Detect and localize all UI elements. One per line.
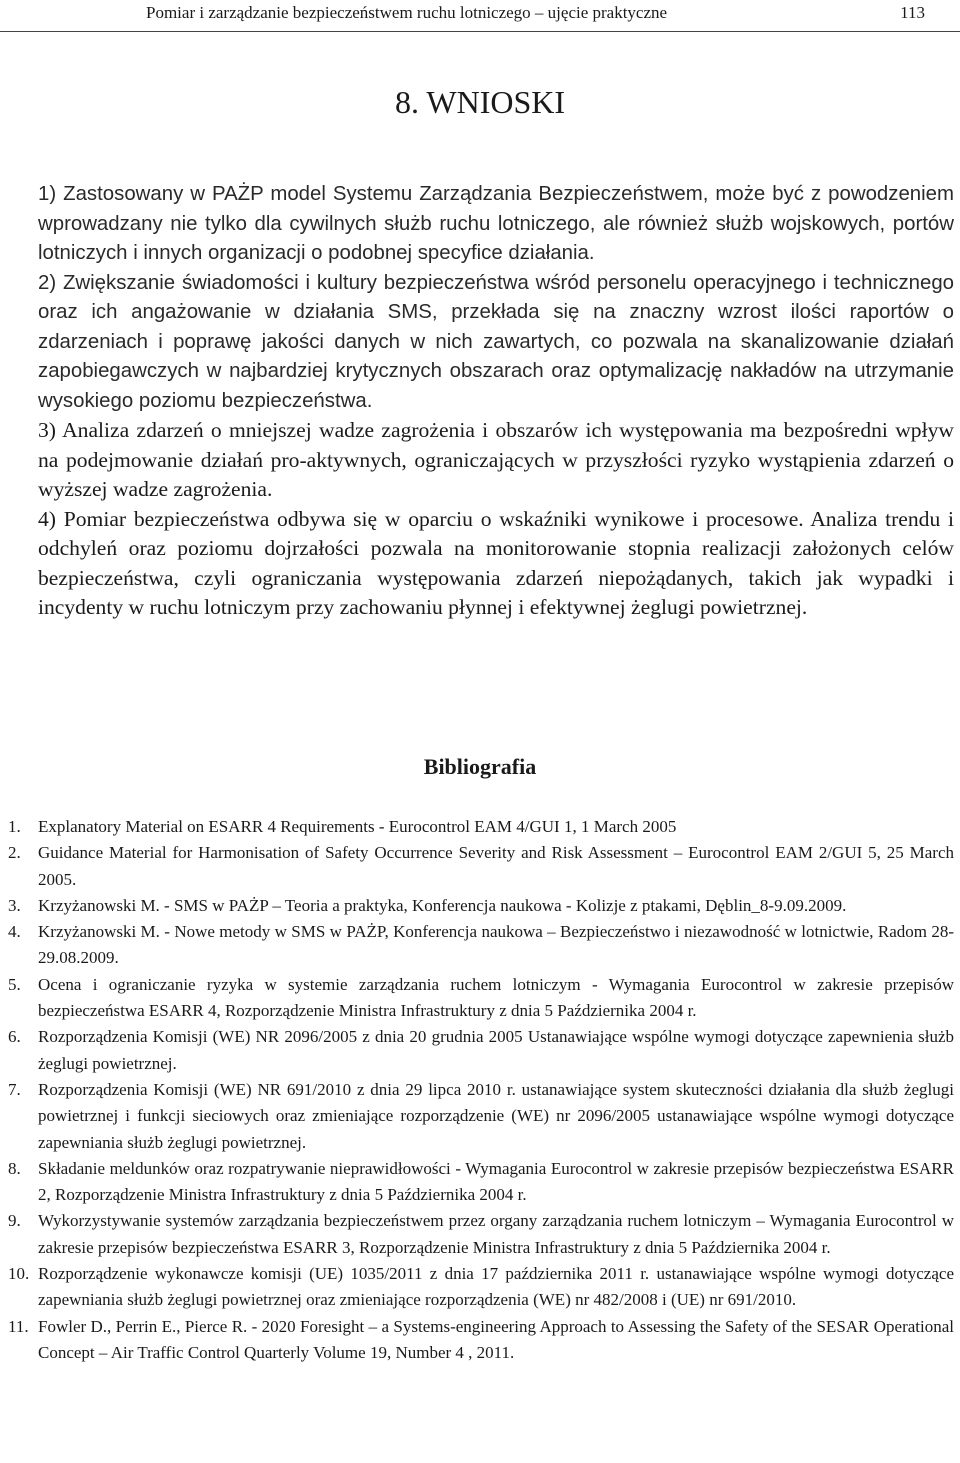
bibliography-item-number: 9. bbox=[8, 1211, 21, 1231]
bibliography-item-number: 8. bbox=[8, 1158, 21, 1178]
bibliography-item bbox=[0, 1156, 960, 1209]
conclusion-item-1: 1) Zastosowany w PAŻP model Systemu Zarządzania Bezpieczeństwem, może być z powodzeniem wprowadzany nie tylko dla cywilnych służb ruchu lotniczego, ale również służb wojskowych, portów lotniczych i innych organizacji o podobnej specyfice działania. bbox=[38, 183, 954, 264]
running-header bbox=[0, 0, 960, 30]
bibliography-item-number: 7. bbox=[8, 1079, 21, 1099]
page-number: 113 bbox=[900, 3, 925, 22]
bibliography-item-number: 1. bbox=[8, 817, 21, 836]
bibliography-item-text: Rozporządzenia Komisji (WE) NR 2096/2005 z dnia 20 grudnia 2005 Ustanawiające wspólne wymogi dotyczące zapewnienia służb żeglugi powietrznej. bbox=[38, 1027, 954, 1073]
bibliography-item-number: 11. bbox=[8, 1316, 29, 1336]
conclusion-item-2: 2) Zwiększanie świadomości i kultury bezpieczeństwa wśród personelu operacyjnego i technicznego oraz ich angażowanie w działania SMS, przekłada się na znaczny wzrost ilości raportów o zdarzeniach i poprawę jakości danych w nich zawartych, co pozwala na skanalizowanie działań zapobiegawczych w najbardziej krytycznych obszarach oraz optymalizację nakładów na utrzymanie wysokiego poziomu bezpieczeństwa. bbox=[38, 271, 954, 412]
bibliography-item-text: Składanie meldunków oraz rozpatrywanie nieprawidłowości - Wymagania Eurocontrol w zakresie przepisów bezpieczeństwa ESARR 2, Rozporządzenie Ministra Infrastruktury z dnia 5 Października 2004 r. bbox=[38, 1158, 954, 1205]
conclusions-list bbox=[38, 180, 954, 623]
bibliography-item-number: 5. bbox=[8, 974, 21, 994]
bibliography-item-text: Krzyżanowski M. - SMS w PAŻP – Teoria a praktyka, Konferencja naukowa - Kolizje z ptakami, Dęblin_8-9.09.2009. bbox=[38, 895, 847, 915]
bibliography-item-text: Fowler D., Perrin E., Pierce R. - 2020 Foresight – a Systems-engineering Approach to Assessing the Safety of the SESAR Operational Concept – Air Traffic Control Quarterly Volume 19, Number 4 , 2011. bbox=[38, 1316, 954, 1362]
bibliography-item-text: Rozporządzenia Komisji (WE) NR 691/2010 z dnia 29 lipca 2010 r. ustanawiające system skuteczności działania dla służb żeglugi powietrznej i funkcji sieciowych oraz zmieniające rozporządzenie (WE) nr 2096/2005 ustanawiające wspólne wymogi dotyczące zapewniania służb żeglugi powietrznej. bbox=[38, 1079, 954, 1152]
bibliography-item-number: 3. bbox=[8, 895, 21, 915]
bibliography-item bbox=[0, 972, 960, 1025]
bibliography-item-text: Krzyżanowski M. - Nowe metody w SMS w PAŻP, Konferencja naukowa – Bezpieczeństwo i niezawodność w lotnictwie, Radom 28-29.08.2009. bbox=[38, 922, 954, 968]
bibliography-item-number: 6. bbox=[8, 1027, 21, 1047]
bibliography-item-text: Rozporządzenie wykonawcze komisji (UE) 1035/2011 z dnia 17 października 2011 r. ustanawiające wspólne wymogi dotyczące zapewniania służb żeglugi powietrznej oraz zmieniające rozporządzenia (WE) nr 482/2008 i (UE) nr 691/2010. bbox=[38, 1264, 954, 1310]
running-title: Pomiar i zarządzanie bezpieczeństwem ruchu lotniczego – ujęcie praktyczne bbox=[146, 3, 668, 22]
bibliography-item bbox=[0, 1024, 960, 1077]
bibliography-item-text: Wykorzystywanie systemów zarządzania bezpieczeństwem przez organy zarządzania ruchem lotniczym – Wymagania Eurocontrol w zakresie przepisów bezpieczeństwa ESARR 3, Rozporządzenie Ministra Infrastruktury z dnia 5 Października 2004 r. bbox=[38, 1211, 954, 1257]
bibliography-item bbox=[0, 893, 960, 919]
bibliography-item bbox=[0, 1314, 960, 1367]
bibliography-item-text: Guidance Material for Harmonisation of Safety Occurrence Severity and Risk Assessment – Eurocontrol EAM 2/GUI 5, 25 March 2005. bbox=[38, 843, 954, 889]
conclusion-item-3: 3) Analiza zdarzeń o mniejszej wadze zagrożenia i obszarów ich występowania ma bezpośredni wpływ na podejmowanie działań pro-aktywnych, ograniczających w przyszłości ryzyko wystąpienia zdarzeń o wyższej wadze zagrożenia. bbox=[38, 418, 954, 501]
bibliography-list bbox=[0, 814, 960, 1366]
header-rule bbox=[0, 31, 960, 32]
bibliography-item bbox=[0, 919, 960, 972]
bibliography-item bbox=[0, 1077, 960, 1156]
bibliography-item bbox=[0, 1208, 960, 1261]
bibliography-item bbox=[0, 1261, 960, 1314]
conclusion-item-4: 4) Pomiar bezpieczeństwa odbywa się w oparciu o wskaźniki wynikowe i procesowe. Analiza trendu i odchyleń oraz poziomu dojrzałości pozwala na monitorowanie stopnia realizacji założonych celów bezpieczeństwa, czyli ograniczania występowania zdarzeń niepożądanych, takich jak wypadki i incydenty w ruchu lotniczym przy zachowaniu płynnej i efektywnej żeglugi powietrznej. bbox=[38, 506, 954, 619]
bibliography-item-number: 2. bbox=[8, 843, 21, 863]
bibliography-item-number: 10. bbox=[8, 1264, 30, 1284]
section-heading: 8. WNIOSKI bbox=[394, 84, 566, 120]
bibliography-item bbox=[0, 814, 960, 840]
bibliography-item bbox=[0, 840, 960, 893]
bibliography-item-number: 4. bbox=[8, 922, 21, 942]
bibliography-item-text: Ocena i ograniczanie ryzyka w systemie zarządzania ruchem lotniczym - Wymagania Eurocontrol w zakresie przepisów bezpieczeństwa ESARR 4, Rozporządzenie Ministra Infrastruktury z dnia 5 Października 2004 r. bbox=[38, 974, 954, 1021]
bibliography-item-text: Explanatory Material on ESARR 4 Requirements - Eurocontrol EAM 4/GUI 1, 1 March 2005 bbox=[38, 817, 677, 836]
bibliography-heading: Bibliografia bbox=[423, 754, 537, 779]
